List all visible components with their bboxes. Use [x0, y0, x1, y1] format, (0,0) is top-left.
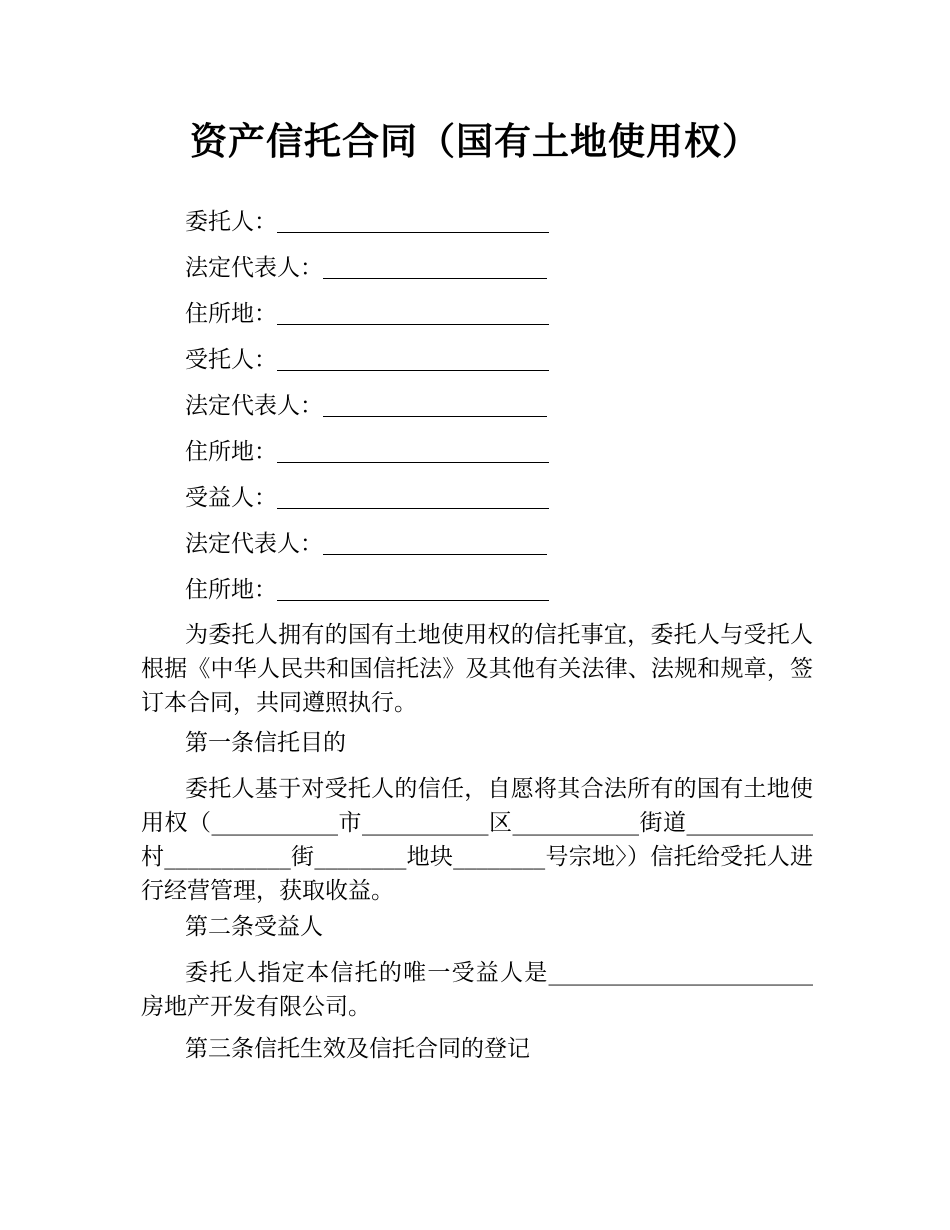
field-blank-trustee-legal-rep[interactable] [323, 394, 547, 417]
field-label-trustor: 委托人： [185, 209, 277, 235]
field-trustor-address [185, 298, 549, 329]
field-trustor-legal-rep [185, 252, 547, 283]
article-2-heading: 第二条受益人 [185, 914, 323, 940]
field-label-trustee: 受托人： [185, 347, 277, 373]
article-1-text: 委托人基于对受托人的信任，自愿将其合法所有的国有土地使用权（___________市___________区___________街道___________村___________街________地块________号宗地〉）信托给受托人进行经营管理，获取收益。 [141, 776, 813, 904]
field-blank-trustor-legal-rep[interactable] [323, 256, 547, 279]
field-blank-trustor-address[interactable] [277, 302, 549, 325]
field-beneficiary-address [185, 574, 549, 605]
field-label-beneficiary-address: 住所地： [185, 577, 277, 603]
field-label-trustee-legal-rep: 法定代表人： [185, 393, 323, 419]
intro-paragraph: 为委托人拥有的国有土地使用权的信托事宜，委托人与受托人根据《中华人民共和国信托法》及其他有关法律、法规和规章，签订本合同，共同遵照执行。 [141, 622, 813, 716]
field-label-beneficiary-legal-rep: 法定代表人： [185, 531, 323, 557]
field-blank-trustee-address[interactable] [277, 440, 549, 463]
field-label-beneficiary: 受益人： [185, 485, 277, 511]
field-trustee-address [185, 436, 549, 467]
field-blank-beneficiary-legal-rep[interactable] [323, 532, 547, 555]
article-2-text: 委托人指定本信托的唯一受益人是_______________________房地产开发有限公司。 [141, 960, 813, 1020]
field-blank-trustee[interactable] [277, 348, 549, 371]
field-trustee-legal-rep [185, 390, 547, 421]
field-blank-beneficiary-address[interactable] [277, 578, 549, 601]
field-label-trustor-address: 住所地： [185, 301, 277, 327]
field-blank-beneficiary[interactable] [277, 486, 549, 509]
field-beneficiary [185, 482, 549, 513]
article-3-heading: 第三条信托生效及信托合同的登记 [185, 1036, 530, 1062]
field-blank-trustor[interactable] [277, 210, 549, 233]
field-trustee [185, 344, 549, 375]
field-trustor [185, 206, 549, 237]
document-title: 资产信托合同（国有土地使用权） [190, 120, 760, 163]
article-1-heading: 第一条信托目的 [185, 730, 346, 756]
field-label-trustor-legal-rep: 法定代表人： [185, 255, 323, 281]
field-beneficiary-legal-rep [185, 528, 547, 559]
field-label-trustee-address: 住所地： [185, 439, 277, 465]
